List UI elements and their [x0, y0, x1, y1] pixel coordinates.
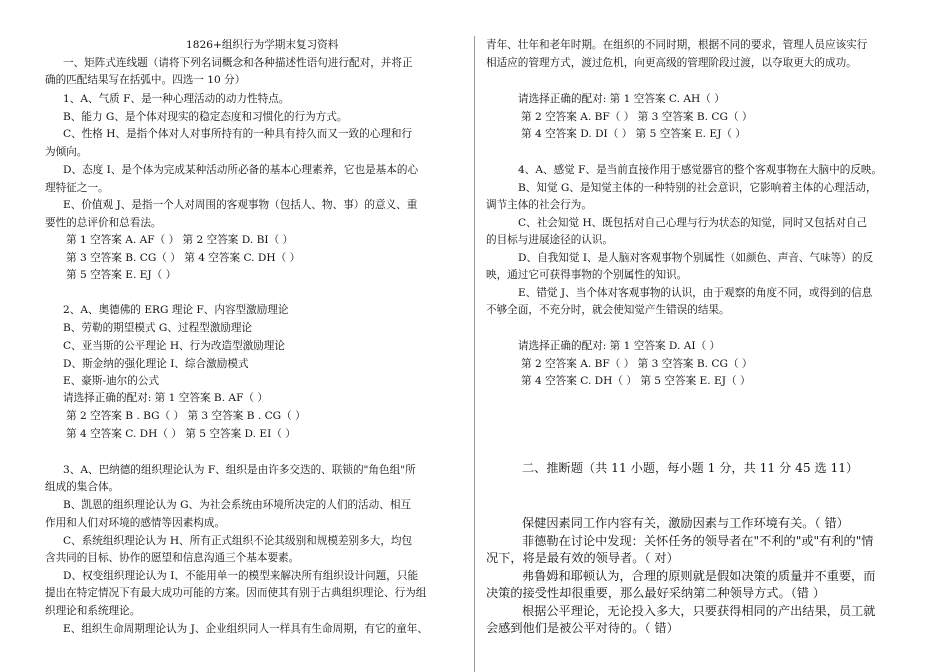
judgement-item: 根据公平理论，无论投入多大，只要获得相同的产出结果，员工就 — [522, 604, 876, 618]
q1-item-d: D、态度 I、是个体为完成某种活动所必备的基本心理素养，它也是基本的心 — [63, 164, 419, 176]
q3-answer-row: 第 2 空答案 A. BF（ ） 第 3 空答案 B. CG（ ） — [521, 111, 753, 123]
q1-item-b: B、能力 G、是个体对现实的稳定态度和习惯化的行为方式。 — [63, 111, 348, 123]
q1-answer-row: 第 5 空答案 E. EJ（ ） — [66, 269, 177, 281]
q4-item-a: 4、A、感觉 F、是当前直接作用于感觉器官的整个客观事物在大脑中的反映。 — [518, 164, 883, 176]
judgement-item: 保健因素同工作内容有关，激励因素与工作环境有关。（ 错） — [522, 516, 849, 530]
q1-answer-row: 第 3 空答案 B. CG（ ） 第 4 空答案 C. DH（ ） — [66, 252, 301, 264]
q4-answer-row: 第 2 空答案 A. BF（ ） 第 3 空答案 B. CG（ ） — [521, 358, 753, 370]
judgement-item: 弗鲁姆和耶顿认为，合理的原则就是假如决策的质量并不重要，而 — [522, 569, 876, 583]
section1-heading-cont: 确的匹配结果写在括弧中。四选一 10 分） — [45, 74, 246, 86]
q2-answer-row: 第 2 空答案 B . BG（ ） 第 3 空答案 B . CG（ ） — [66, 410, 306, 422]
q2-item-b: B、劳勒的期望模式 G、过程型激励理论 — [63, 322, 253, 334]
q3-item-d: D、权变组织理论认为 I、不能用单一的模型来解决所有组织设计问题，只能 — [63, 570, 419, 582]
q2-item-e: E、豪斯-迪尔的公式 — [63, 375, 160, 387]
q3-item-d-cont: 提出在特定情况下有最大成功可能的方案。因而使其有别于古典组织理论、行为组 — [45, 587, 427, 599]
q3-item-e: E、组织生命周期理论认为 J、企业组织同人一样具有生命周期，有它的童年、 — [63, 623, 428, 635]
q3-item-a-cont: 组成的集合体。 — [45, 481, 120, 493]
q1-item-e-cont: 要性的总评价和总看法。 — [45, 217, 162, 229]
q4-item-c-cont: 的目标与进展途径的认识。 — [486, 234, 614, 246]
q2-answer-row: 第 4 空答案 C. DH（ ） 第 5 空答案 D. EI（ ） — [66, 428, 296, 440]
q3-item-e-cont: 青年、壮年和老年时期。在组织的不同时期，根据不同的要求，管理人员应该实行 — [486, 39, 868, 51]
q3-item-e-cont: 相适应的管理方式，渡过危机，向更高级的管理阶段过渡，以夺取更大的成功。 — [486, 57, 857, 69]
judgement-item: 菲德勒在讨论中发现：关怀任务的领导者在"不利的"或"有利的"情 — [522, 534, 874, 548]
q3-answer-prompt: 请选择正确的配对: 第 1 空答案 C. AH（ ） — [518, 93, 725, 105]
q4-item-b: B、知觉 G、是知觉主体的一种特别的社会意识，它影响着主体的心理活动， — [518, 182, 877, 194]
q2-item-c: C、亚当斯的公平理论 H、行为改造型激励理论 — [63, 340, 285, 352]
q3-item-c: C、系统组织理论认为 H、所有正式组织不论其级别和规模差别多大，均包 — [63, 535, 413, 547]
judgement-item-cont: 会感到他们是被公平对待的。（ 错） — [486, 621, 679, 635]
document-title: 1826+组织行为学期末复习资料 — [186, 39, 339, 51]
q4-item-e-cont: 不够全面，不充分时，就会使知觉产生错误的结果。 — [486, 304, 730, 316]
q3-item-c-cont: 含共同的目标、协作的愿望和信息沟通三个基本要素。 — [45, 552, 300, 564]
column-divider — [474, 36, 475, 672]
q2-answer-prompt: 请选择正确的配对: 第 1 空答案 B. AF（ ） — [63, 392, 268, 404]
q1-item-c-cont: 为倾向。 — [45, 146, 88, 158]
q3-item-b-cont: 作用和人们对环境的感情等因素构成。 — [45, 517, 226, 529]
q4-answer-row: 第 4 空答案 C. DH（ ） 第 5 空答案 E. EJ（ ） — [521, 375, 751, 387]
q4-item-c: C、社会知觉 H、既包括对自己心理与行为状态的知觉，同时又包括对自己 — [518, 217, 868, 229]
q3-item-a: 3、A、巴纳德的组织理论认为 F、组织是由许多交迭的、联锁的"角色组"所 — [63, 464, 416, 476]
q1-item-c: C、性格 H、是指个体对人对事所持有的一种具有持久而又一致的心理和行 — [63, 128, 413, 140]
q1-item-a: 1、A、气质 F、是一种心理活动的动力性特点。 — [63, 93, 290, 105]
q2-item-d: D、斯金纳的强化理论 I、综合激励模式 — [63, 358, 249, 370]
q4-item-d: D、自我知觉 I、是人脑对客观事物个别属性（如颜色、声音、气味等）的反 — [518, 252, 874, 264]
q4-answer-prompt: 请选择正确的配对: 第 1 空答案 D. AI（ ） — [518, 340, 721, 352]
q3-answer-row: 第 4 空答案 D. DI（ ） 第 5 空答案 E. EJ（ ） — [521, 128, 746, 140]
q2-item-a: 2、A、奥德佛的 ERG 理论 F、内容型激励理论 — [63, 304, 289, 316]
q4-item-e: E、错觉 J、当个体对客观事物的认识，由于观察的角度不同，或得到的信息 — [518, 287, 873, 299]
q3-item-d-cont: 织理论和系统理论。 — [45, 605, 141, 617]
q3-item-b: B、凯恩的组织理论认为 G、为社会系统由环境所决定的人们的活动、相互 — [63, 499, 412, 511]
judgement-item-cont: 决策的接受性却很重要，那么最好采纳第二种领导方式。（错 ） — [486, 586, 826, 600]
q4-item-d-cont: 映，通过它可获得事物的个别属性的知识。 — [486, 269, 688, 281]
q1-answer-row: 第 1 空答案 A. AF（ ） 第 2 空答案 D. BI（ ） — [66, 234, 294, 246]
q4-item-b-cont: 调节主体的社会行为。 — [486, 199, 592, 211]
section2-heading: 二、推断题（共 11 小题，每小题 1 分，共 11 分 45 选 11） — [522, 461, 859, 475]
q1-item-e: E、价值观 J、是指一个人对周围的客观事物（包括人、物、事）的意义、重 — [63, 199, 418, 211]
section1-heading: 一、矩阵式连线题（请将下列名词概念和各种描述性语句进行配对，并将正 — [63, 57, 413, 69]
q1-item-d-cont: 理特征之一。 — [45, 182, 109, 194]
judgement-item-cont: 况下，将是最有效的领导者。（ 对） — [486, 551, 679, 565]
